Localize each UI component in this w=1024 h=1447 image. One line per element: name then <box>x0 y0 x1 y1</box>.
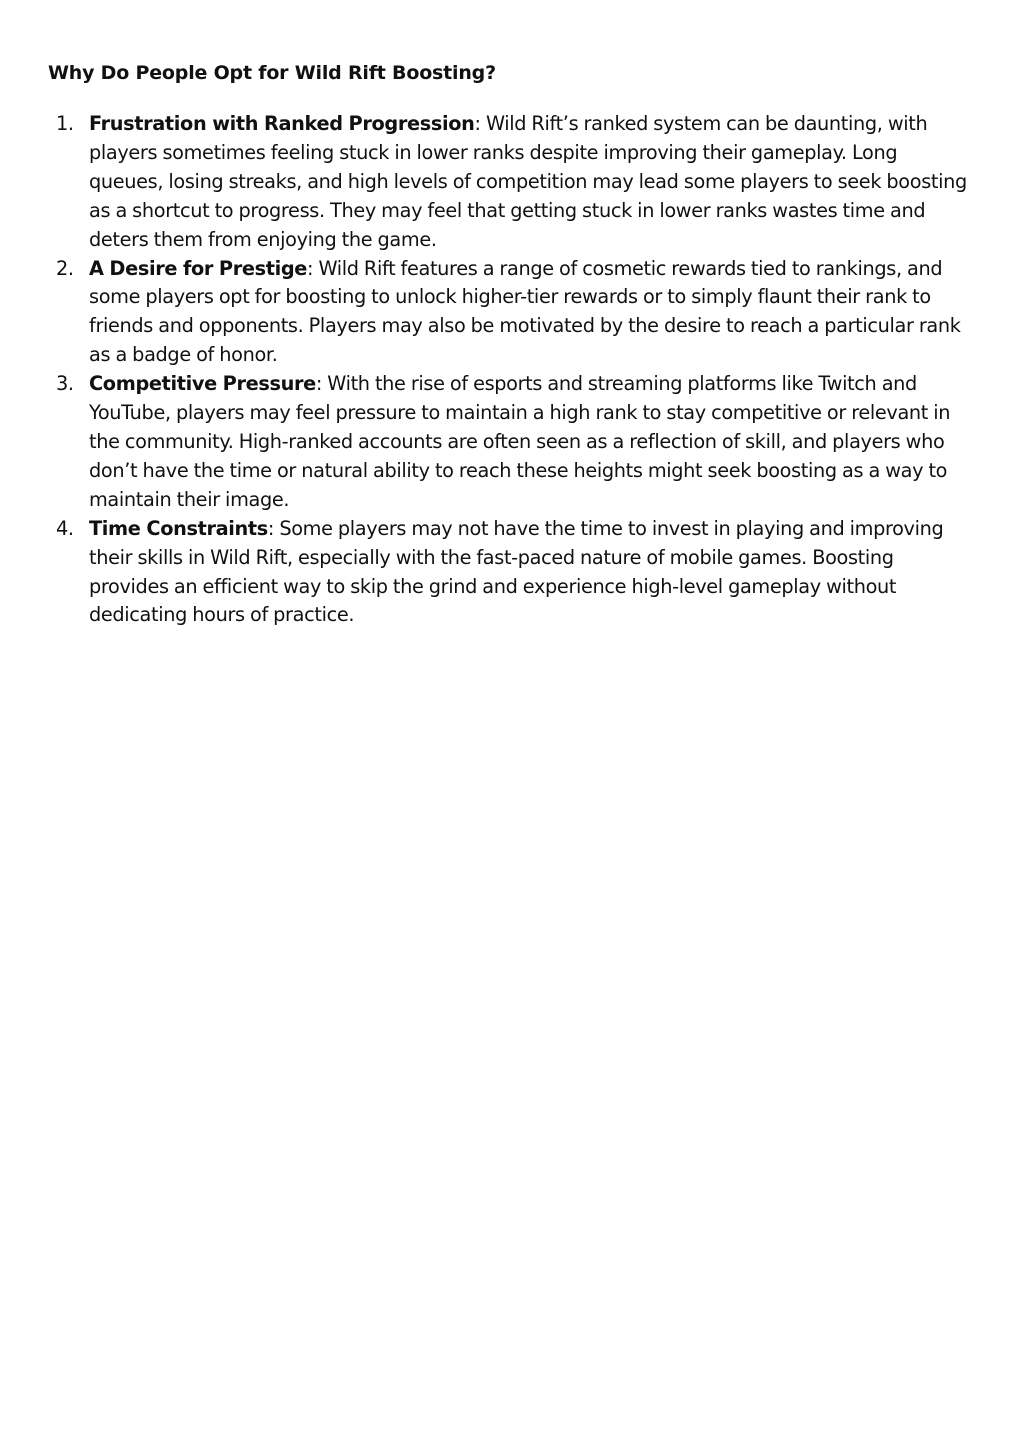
list-item-number: 4. <box>56 516 74 540</box>
list-item <box>0 110 1024 255</box>
list-item <box>0 370 1024 515</box>
list-item <box>0 515 1024 631</box>
reasons-list <box>0 110 1024 630</box>
list-item-term: Competitive Pressure <box>89 372 316 396</box>
list-item-number: 1. <box>56 112 74 135</box>
list-item-term: Time Constraints <box>89 516 268 540</box>
list-item-text: : Some players may not have the time to invest in playing and improving their skills in Wild Rift, especially with the fast-paced nature of mobile games. Boosting provides an efficient way to skip the grind and experience high-level gameplay without dedicating hours of practice. <box>89 516 944 627</box>
list-item-number: 2. <box>56 256 74 280</box>
list-item-text: : Wild Rift’s ranked system can be daunting, with players sometimes feeling stuck in lower ranks despite improving their gameplay. Long queues, losing streaks, and high levels of competition may lead some players to seek boosting as a shortcut to progress. They may feel that getting stuck in lower ranks wastes time and deters them from enjoying the game. <box>89 112 967 251</box>
list-item-number: 3. <box>56 372 74 396</box>
list-item <box>0 255 1024 371</box>
list-item-term: Frustration with Ranked Progression <box>89 112 475 135</box>
list-item-text: : With the rise of esports and streaming platforms like Twitch and YouTube, players may feel pressure to maintain a high rank to stay competitive or relevant in the community. High-ranked accounts are often seen as a reflection of skill, and players who don’t have the time or natural ability to reach these heights might seek boosting as a way to maintain their image. <box>89 372 951 511</box>
list-item-term: A Desire for Prestige <box>89 256 308 280</box>
list-item-text: : Wild Rift features a range of cosmetic rewards tied to rankings, and some players opt for boosting to unlock higher-tier rewards or to simply flaunt their rank to friends and opponents. Players may also be motivated by the desire to reach a particular rank as a badge of honor. <box>89 256 961 367</box>
document-heading: Why Do People Opt for Wild Rift Boosting? <box>48 62 496 84</box>
